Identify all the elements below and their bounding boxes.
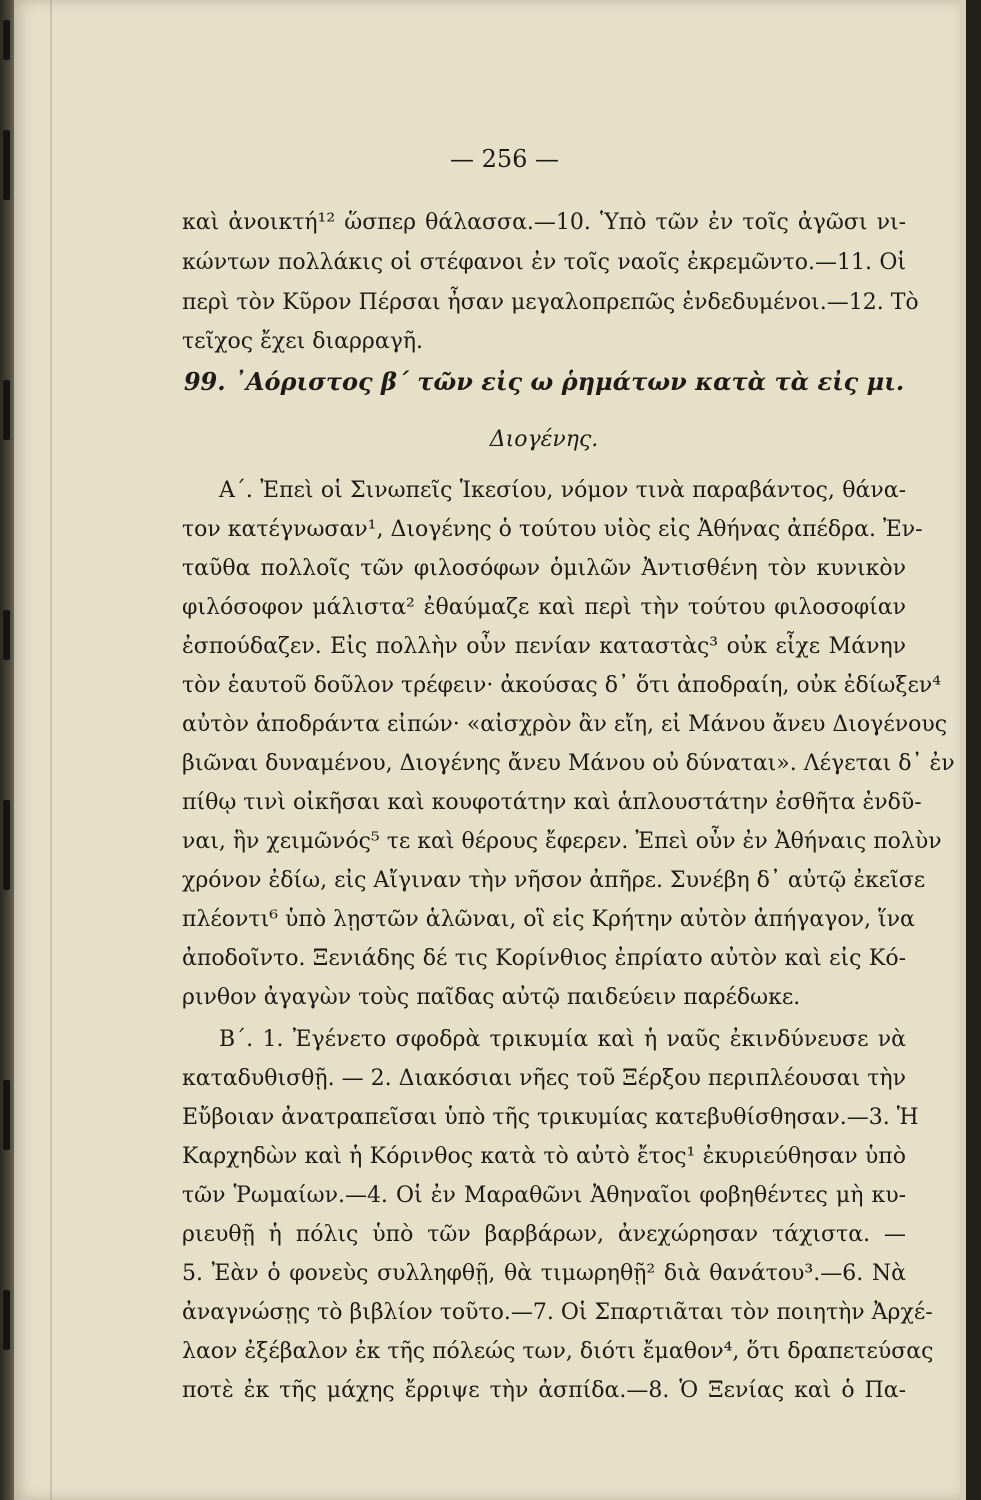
text-line: τεῖχος ἔχει διαρραγῆ.	[182, 329, 424, 354]
text-line: λαον ἐξέβαλον ἐκ τῆς πόλεώς των, διότι ἔμαθον⁴, ὅτι δραπετεύσας	[182, 1339, 934, 1364]
text-line: 5. Ἐὰν ὁ φονεὺς συλληφθῇ, θὰ τιμωρηθῇ² διὰ θανάτου³.—6. Νὰ	[182, 1261, 906, 1286]
text-line: Α΄. Ἐπεὶ οἱ Σινωπεῖς Ἱκεσίου, νόμον τινὰ παραβάντος, θάνα-	[219, 478, 906, 503]
section-subheading: Διογένης.	[489, 427, 599, 452]
binding-mark	[3, 130, 10, 200]
text-line: φιλόσοφον μάλιστα² ἐθαύμαζε καὶ περὶ τὴν τούτου φιλοσοφίαν	[182, 595, 906, 620]
book-page	[14, 0, 960, 1500]
text-line: ρινθον ἀγαγὼν τοὺς παῖδας αὐτῷ παιδεύειν παρέδωκε.	[182, 985, 801, 1010]
text-line: βιῶναι δυναμένου, Διογένης ἄνευ Μάνου οὐ δύναται». Λέγεται δ᾿ ἐν	[182, 751, 955, 776]
text-line: Καρχηδὼν καὶ ἡ Κόρινθος κατὰ τὸ αὐτὸ ἔτος¹ ἐκυριεύθησαν ὑπὸ	[182, 1144, 906, 1169]
binding-mark	[3, 20, 10, 60]
book-binding	[0, 0, 14, 1500]
text-line: ταῦθα πολλοῖς τῶν φιλοσόφων ὁμιλῶν Ἀντισθένη τὸν κυνικὸν	[182, 556, 906, 581]
page-fold	[50, 0, 52, 1500]
text-line: τον κατέγνωσαν¹, Διογένης ὁ τούτου υἱὸς εἰς Ἀθήνας ἀπέδρα. Ἐν-	[182, 517, 923, 542]
text-line: ἀποδοῖντο. Ξενιάδης δέ τις Κορίνθιος ἐπρίατο αὐτὸν καὶ εἰς Κό-	[182, 946, 906, 971]
text-line: Β΄. 1. Ἐγένετο σφοδρὰ τρικυμία καὶ ἡ ναῦς ἐκινδύνευσε νὰ	[219, 1027, 906, 1052]
binding-mark	[3, 1290, 10, 1350]
text-line: ἀναγνώσῃς τὸ βιβλίον τοῦτο.—7. Οἱ Σπαρτιᾶται τὸν ποιητὴν Ἀρχέ-	[182, 1300, 933, 1325]
binding-mark	[3, 1080, 10, 1150]
text-line: πίθῳ τινὶ οἰκῆσαι καὶ κουφοτάτην καὶ ἁπλουστάτην ἐσθῆτα ἐνδῦ-	[182, 790, 922, 815]
binding-mark	[3, 610, 10, 660]
text-line: ἐσπούδαζεν. Εἰς πολλὴν οὖν πενίαν καταστὰς³ οὐκ εἶχε Μάνην	[182, 634, 906, 659]
text-line: τῶν Ῥωμαίων.—4. Οἱ ἐν Μαραθῶνι Ἀθηναῖοι φοβηθέντες μὴ κυ-	[182, 1183, 906, 1208]
text-line: ποτὲ ἐκ τῆς μάχης ἔρριψε τὴν ἀσπίδα.—8. Ὁ Ξενίας καὶ ὁ Πα-	[182, 1378, 906, 1403]
binding-mark	[3, 800, 10, 890]
next-page-edge	[960, 0, 981, 1500]
text-line: ναι, ἣν χειμῶνός⁵ τε καὶ θέρους ἔφερεν. Ἐπεὶ οὖν ἐν Ἀθήναις πολὺν	[182, 829, 942, 854]
text-line: ριευθῇ ἡ πόλις ὑπὸ τῶν βαρβάρων, ἀνεχώρησαν τάχιστα. —	[182, 1222, 906, 1247]
text-line: τὸν ἑαυτοῦ δοῦλον τρέφειν· ἀκούσας δ᾿ ὅτι ἀποδραίη, οὐκ ἐδίωξεν⁴	[182, 673, 942, 698]
text-line: καὶ ἀνοικτή¹² ὥσπερ θάλασσα.—10. Ὑπὸ τῶν ἐν τοῖς ἀγῶσι νι-	[182, 210, 906, 235]
text-line: περὶ τὸν Κῦρον Πέρσαι ἦσαν μεγαλοπρεπῶς ἐνδεδυμένοι.—12. Τὸ	[182, 290, 919, 315]
text-line: Εὔβοιαν ἀνατραπεῖσαι ὑπὸ τῆς τρικυμίας κατεβυθίσθησαν.—3. Ἡ	[182, 1105, 919, 1130]
section-heading: 99. ᾿Αόριστος β΄ τῶν εἰς ω ῥημάτων κατὰ τὰ εἰς μι.	[183, 367, 905, 396]
binding-mark	[3, 380, 10, 440]
page-number: — 256 —	[449, 145, 560, 173]
text-line: πλέοντι⁶ ὑπὸ λῃστῶν ἁλῶναι, οἳ εἰς Κρήτην αὐτὸν ἀπήγαγον, ἵνα	[182, 907, 915, 932]
text-line: αὐτὸν ἀποδράντα εἰπών· «αἰσχρὸν ἂν εἴη, εἰ Μάνου ἄνευ Διογένους	[182, 712, 948, 737]
text-line: καταδυθισθῇ. — 2. Διακόσιαι νῆες τοῦ Ξέρξου περιπλέουσαι τὴν	[182, 1066, 906, 1091]
text-line: χρόνον ἐδίω, εἰς Αἴγιναν τὴν νῆσον ἀπῆρε. Συνέβη δ᾿ αὐτῷ ἐκεῖσε	[182, 868, 926, 893]
text-line: κώντων πολλάκις οἱ στέφανοι ἐν τοῖς ναοῖς ἐκρεμῶντο.—11. Οἱ	[182, 250, 906, 275]
